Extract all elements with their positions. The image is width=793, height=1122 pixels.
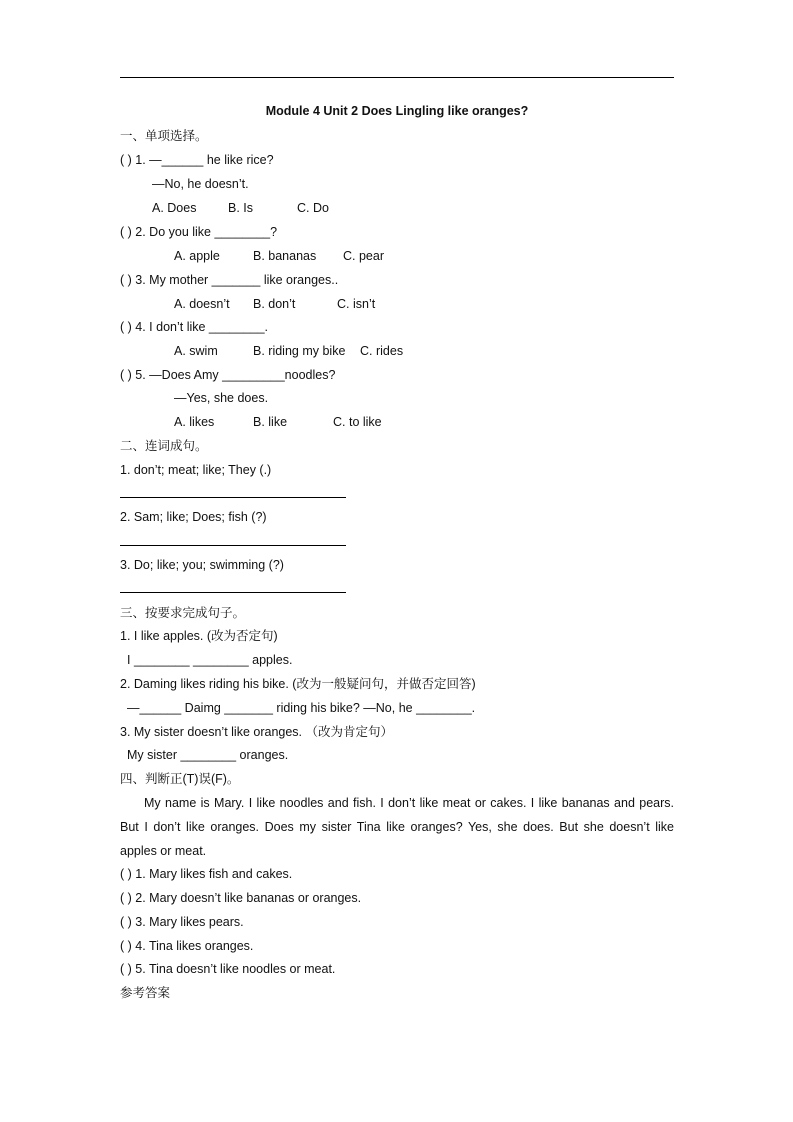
q4-option-b: B. riding my bike — [253, 344, 346, 358]
q1-option-b: B. Is — [228, 201, 254, 215]
q3-option-c: C. isn’t — [337, 297, 376, 311]
reading-passage: My name is Mary. I like noodles and fish. I don’t like meat or cakes. I like bananas and pears. But I don’t like oranges. Does my sister Tina like oranges? Yes, she does. But she doesn’t like apples or meat. — [120, 796, 674, 858]
section3-heading: 三、按要求完成句子。 — [120, 606, 246, 620]
answers-heading: 参考答案 — [120, 986, 171, 1000]
tf-item-1: ( ) 1. Mary likes fish and cakes. — [120, 867, 293, 881]
tf-item-2: ( ) 2. Mary doesn’t like bananas or oranges. — [120, 891, 362, 905]
q4-option-c: C. rides — [360, 344, 404, 358]
q2-option-c: C. pear — [343, 249, 384, 263]
transform-item-1-blank: I ________ ________ apples. — [127, 653, 293, 667]
q1-stem: ( ) 1. —______ he like rice? — [120, 153, 274, 167]
reorder-item-3: 3. Do; like; you; swimming (?) — [120, 558, 284, 572]
section4-heading: 四、判断正(T)误(F)。 — [120, 772, 240, 786]
q1-option-a: A. Does — [152, 201, 197, 215]
answer-line-1 — [120, 497, 346, 498]
answer-line-2 — [120, 545, 346, 546]
q2-option-b: B. bananas — [253, 249, 317, 263]
q3-option-a: A. doesn’t — [174, 297, 230, 311]
q1-option-c: C. Do — [297, 201, 329, 215]
header-rule — [120, 77, 674, 78]
q4-stem: ( ) 4. I don’t like ________. — [120, 320, 269, 334]
q3-stem: ( ) 3. My mother _______ like oranges.. — [120, 273, 339, 287]
q2-stem: ( ) 2. Do you like ________? — [120, 225, 278, 239]
q5-stem: ( ) 5. —Does Amy _________noodles? — [120, 368, 336, 382]
section1-heading: 一、单项选择。 — [120, 129, 208, 143]
q4-option-a: A. swim — [174, 344, 218, 358]
tf-item-5: ( ) 5. Tina doesn’t like noodles or meat. — [120, 962, 336, 976]
q5-option-a: A. likes — [174, 415, 215, 429]
reorder-item-2: 2. Sam; like; Does; fish (?) — [120, 510, 267, 524]
page-title: Module 4 Unit 2 Does Lingling like oranges? — [265, 104, 529, 118]
transform-item-3: 3. My sister doesn’t like oranges. （改为肯定句） — [120, 725, 393, 739]
section2-heading: 二、连词成句。 — [120, 439, 208, 453]
transform-item-3-blank: My sister ________ oranges. — [127, 748, 289, 762]
q1-response: —No, he doesn’t. — [152, 177, 249, 191]
q5-option-b: B. like — [253, 415, 288, 429]
q2-option-a: A. apple — [174, 249, 220, 263]
transform-item-2-blank: —______ Daimg _______ riding his bike? —No, he ________. — [127, 701, 476, 715]
q5-option-c: C. to like — [333, 415, 382, 429]
tf-item-4: ( ) 4. Tina likes oranges. — [120, 939, 254, 953]
transform-item-1: 1. I like apples. (改为否定句) — [120, 629, 278, 643]
transform-item-2: 2. Daming likes riding his bike. (改为一般疑问句，并做否定回答) — [120, 677, 476, 691]
reorder-item-1: 1. don’t; meat; like; They (.) — [120, 463, 272, 477]
q5-response: —Yes, she does. — [174, 391, 269, 405]
answer-line-3 — [120, 592, 346, 593]
q3-option-b: B. don’t — [253, 297, 296, 311]
tf-item-3: ( ) 3. Mary likes pears. — [120, 915, 244, 929]
